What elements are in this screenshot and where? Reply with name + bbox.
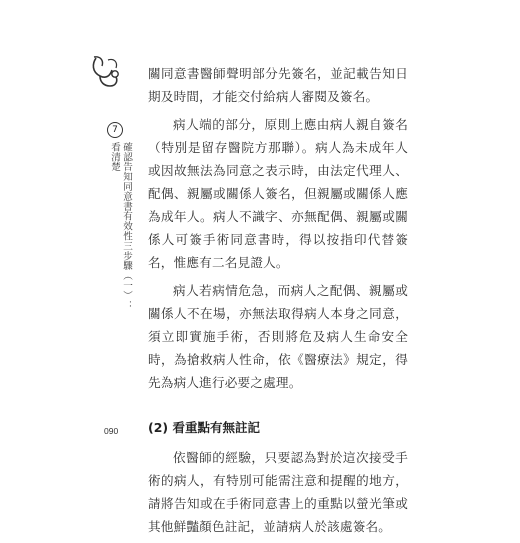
chapter-sidebar [88,54,132,314]
paragraph: 關同意書醫師聲明部分先簽名，並記載告知日期及時間，才能交付給病人審閱及簽名。 [148,66,408,104]
paragraph: 病人端的部分，原則上應由病人親自簽名（特別是留存醫院方那聯）。病人為未成年人或因故無法為同意之表示時，由法定代理人、配偶、親屬或關係人簽名，但親屬或關係人應為成年人。病人不識字、亦無配偶、親屬或關係人可簽手術同意書時，得以按指印代替簽名，惟應有二名見證人。 [148,117,408,270]
paragraph: 依醫師的經驗，只要認為對於這次接受手術的病人，有特別可能需注意和提醒的地方，請將告知或在手術同意書上的重點以螢光筆或其他鮮豔顏色註記，並請病人於該處簽名。 [148,450,408,534]
running-title: 確認告知同意書有效性三步驟（一）：看清楚 [109,142,132,311]
page-number: 090 [104,426,119,436]
body-text [148,62,408,543]
paragraph: 病人若病情危急，而病人之配偶、親屬或關係人不在場，亦無法取得病人本身之同意，須立即實施手術，否則將危及病人生命安全時，為搶救病人性命，依《醫療法》規定，得先為病人進行必要之處理。 [148,283,408,390]
section-heading: (2) 看重點有無註記 [148,420,260,435]
stethoscope-icon [88,54,124,90]
chapter-number-badge: 7 [107,122,123,138]
